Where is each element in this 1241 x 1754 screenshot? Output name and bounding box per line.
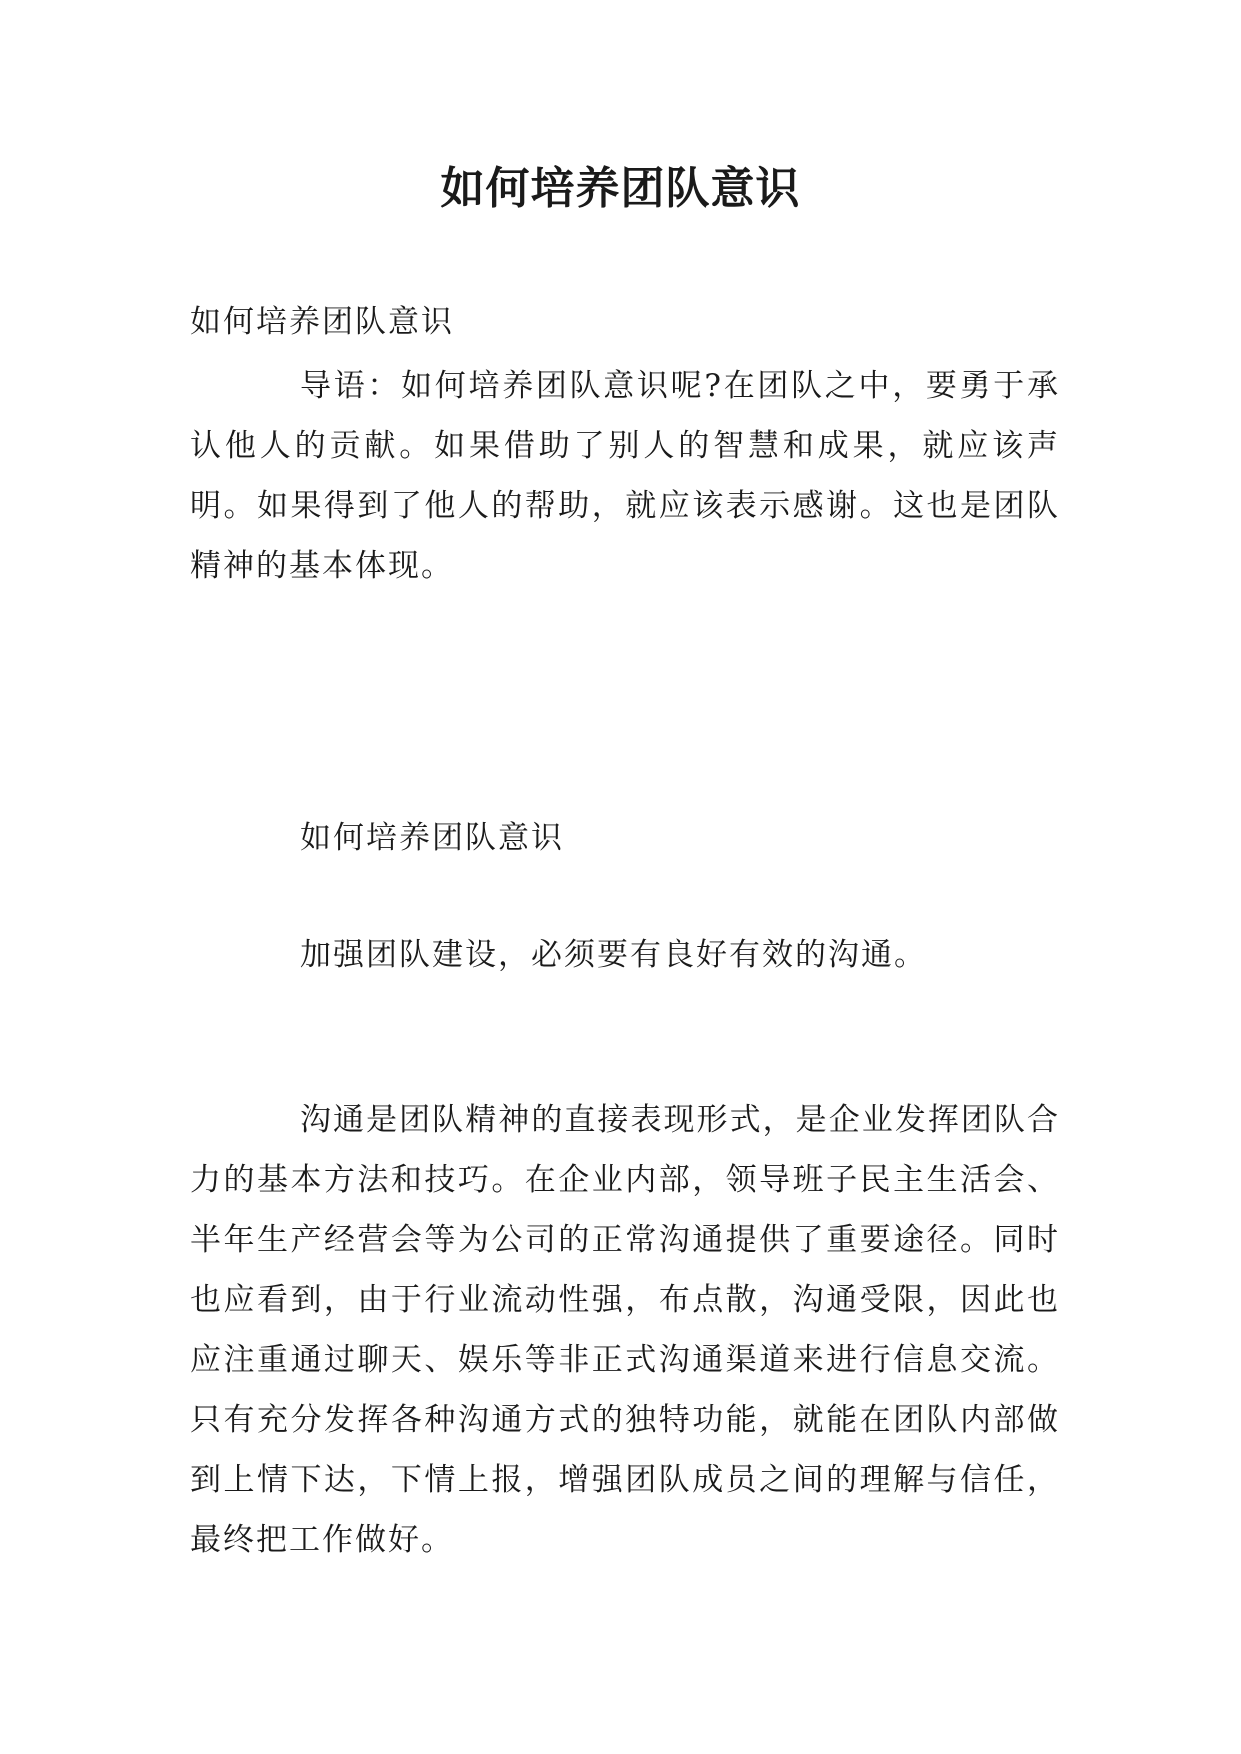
body-paragraph: 沟通是团队精神的直接表现形式，是企业发挥团队合力的基本方法和技巧。在企业内部，领导班子民主生活会、半年生产经营会等为公司的正常沟通提供了重要途径。同时也应看到，由于行业流动性强，布点散，沟通受限，因此也应注重通过聊天、娱乐等非正式沟通渠道来进行信息交流。只有充分发挥各种沟通方式的独特功能，就能在团队内部做到上情下达，下情上报，增强团队成员之间的理解与信任，最终把工作做好。 (190, 1102, 1060, 1558)
section-heading: 如何培养团队意识 (300, 820, 564, 856)
intro-paragraph: 导语：如何培养团队意识呢?在团队之中，要勇于承认他人的贡献。如果借助了别人的智慧和成果，就应该声明。如果得到了他人的帮助，就应该表示感谢。这也是团队精神的基本体现。 (190, 368, 1060, 584)
document-subtitle: 如何培养团队意识 (190, 304, 454, 340)
section-lead: 加强团队建设，必须要有良好有效的沟通。 (300, 937, 927, 973)
document-title: 如何培养团队意识 (440, 163, 801, 214)
